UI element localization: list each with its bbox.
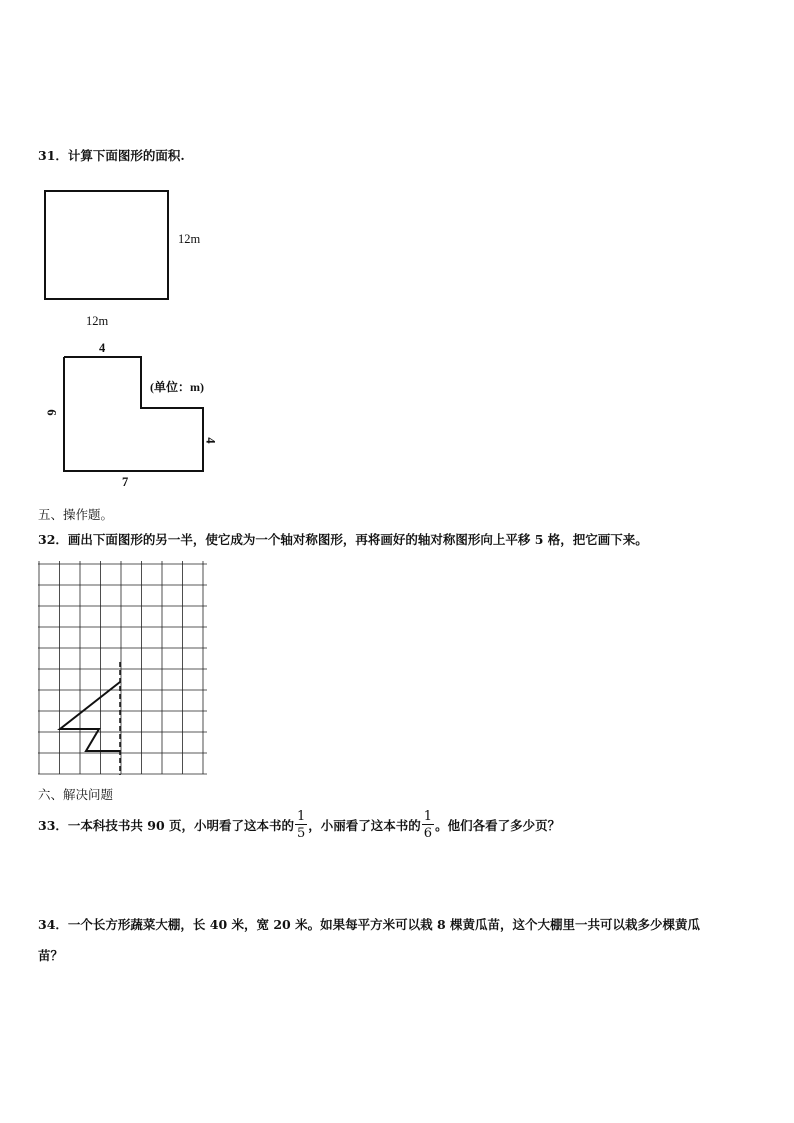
half-shape	[60, 682, 120, 751]
question-34-line1: 34．一个长方形蔬菜大棚，长 40 米，宽 20 米。如果每平方米可以栽 8 棵黄瓜苗，这个大棚里一共可以栽多少棵黄瓜	[38, 917, 700, 932]
square-side-label: 12m	[178, 232, 201, 246]
question-33-part3: 。他们各看了多少页？	[435, 818, 561, 833]
unit-label: (单位：m)	[150, 380, 204, 394]
l-shape-top-label: 4	[99, 341, 106, 355]
square-bottom-label: 12m	[86, 314, 109, 328]
l-shape-left-label: 6	[44, 409, 59, 416]
fraction-one-fifth	[295, 810, 307, 840]
section-6-title: 六、解决问题	[38, 787, 114, 802]
question-34-line2: 苗？	[38, 948, 64, 963]
l-shape-bottom-label: 7	[122, 475, 129, 489]
question-33-part2: ，小丽看了这本书的	[308, 818, 421, 833]
fraction-2-numerator: 1	[423, 809, 433, 824]
fraction-one-sixth	[422, 810, 434, 840]
grid-lines	[38, 561, 207, 774]
question-31-text: 31．计算下面图形的面积.	[38, 148, 185, 163]
fraction-2-denominator: 6	[423, 826, 433, 841]
fraction-1-numerator: 1	[297, 809, 306, 824]
question-33-part1: 33．一本科技书共 90 页，小明看了这本书的	[38, 818, 294, 833]
section-5-title: 五、操作题。	[38, 507, 114, 522]
l-shape-right-label: 4	[203, 437, 218, 444]
question-32-text: 32．画出下面图形的另一半，使它成为一个轴对称图形，再将画好的轴对称图形向上平移 5 格，把它画下来。	[38, 532, 648, 547]
question-33	[38, 806, 560, 844]
fraction-1-denominator: 5	[297, 826, 306, 841]
